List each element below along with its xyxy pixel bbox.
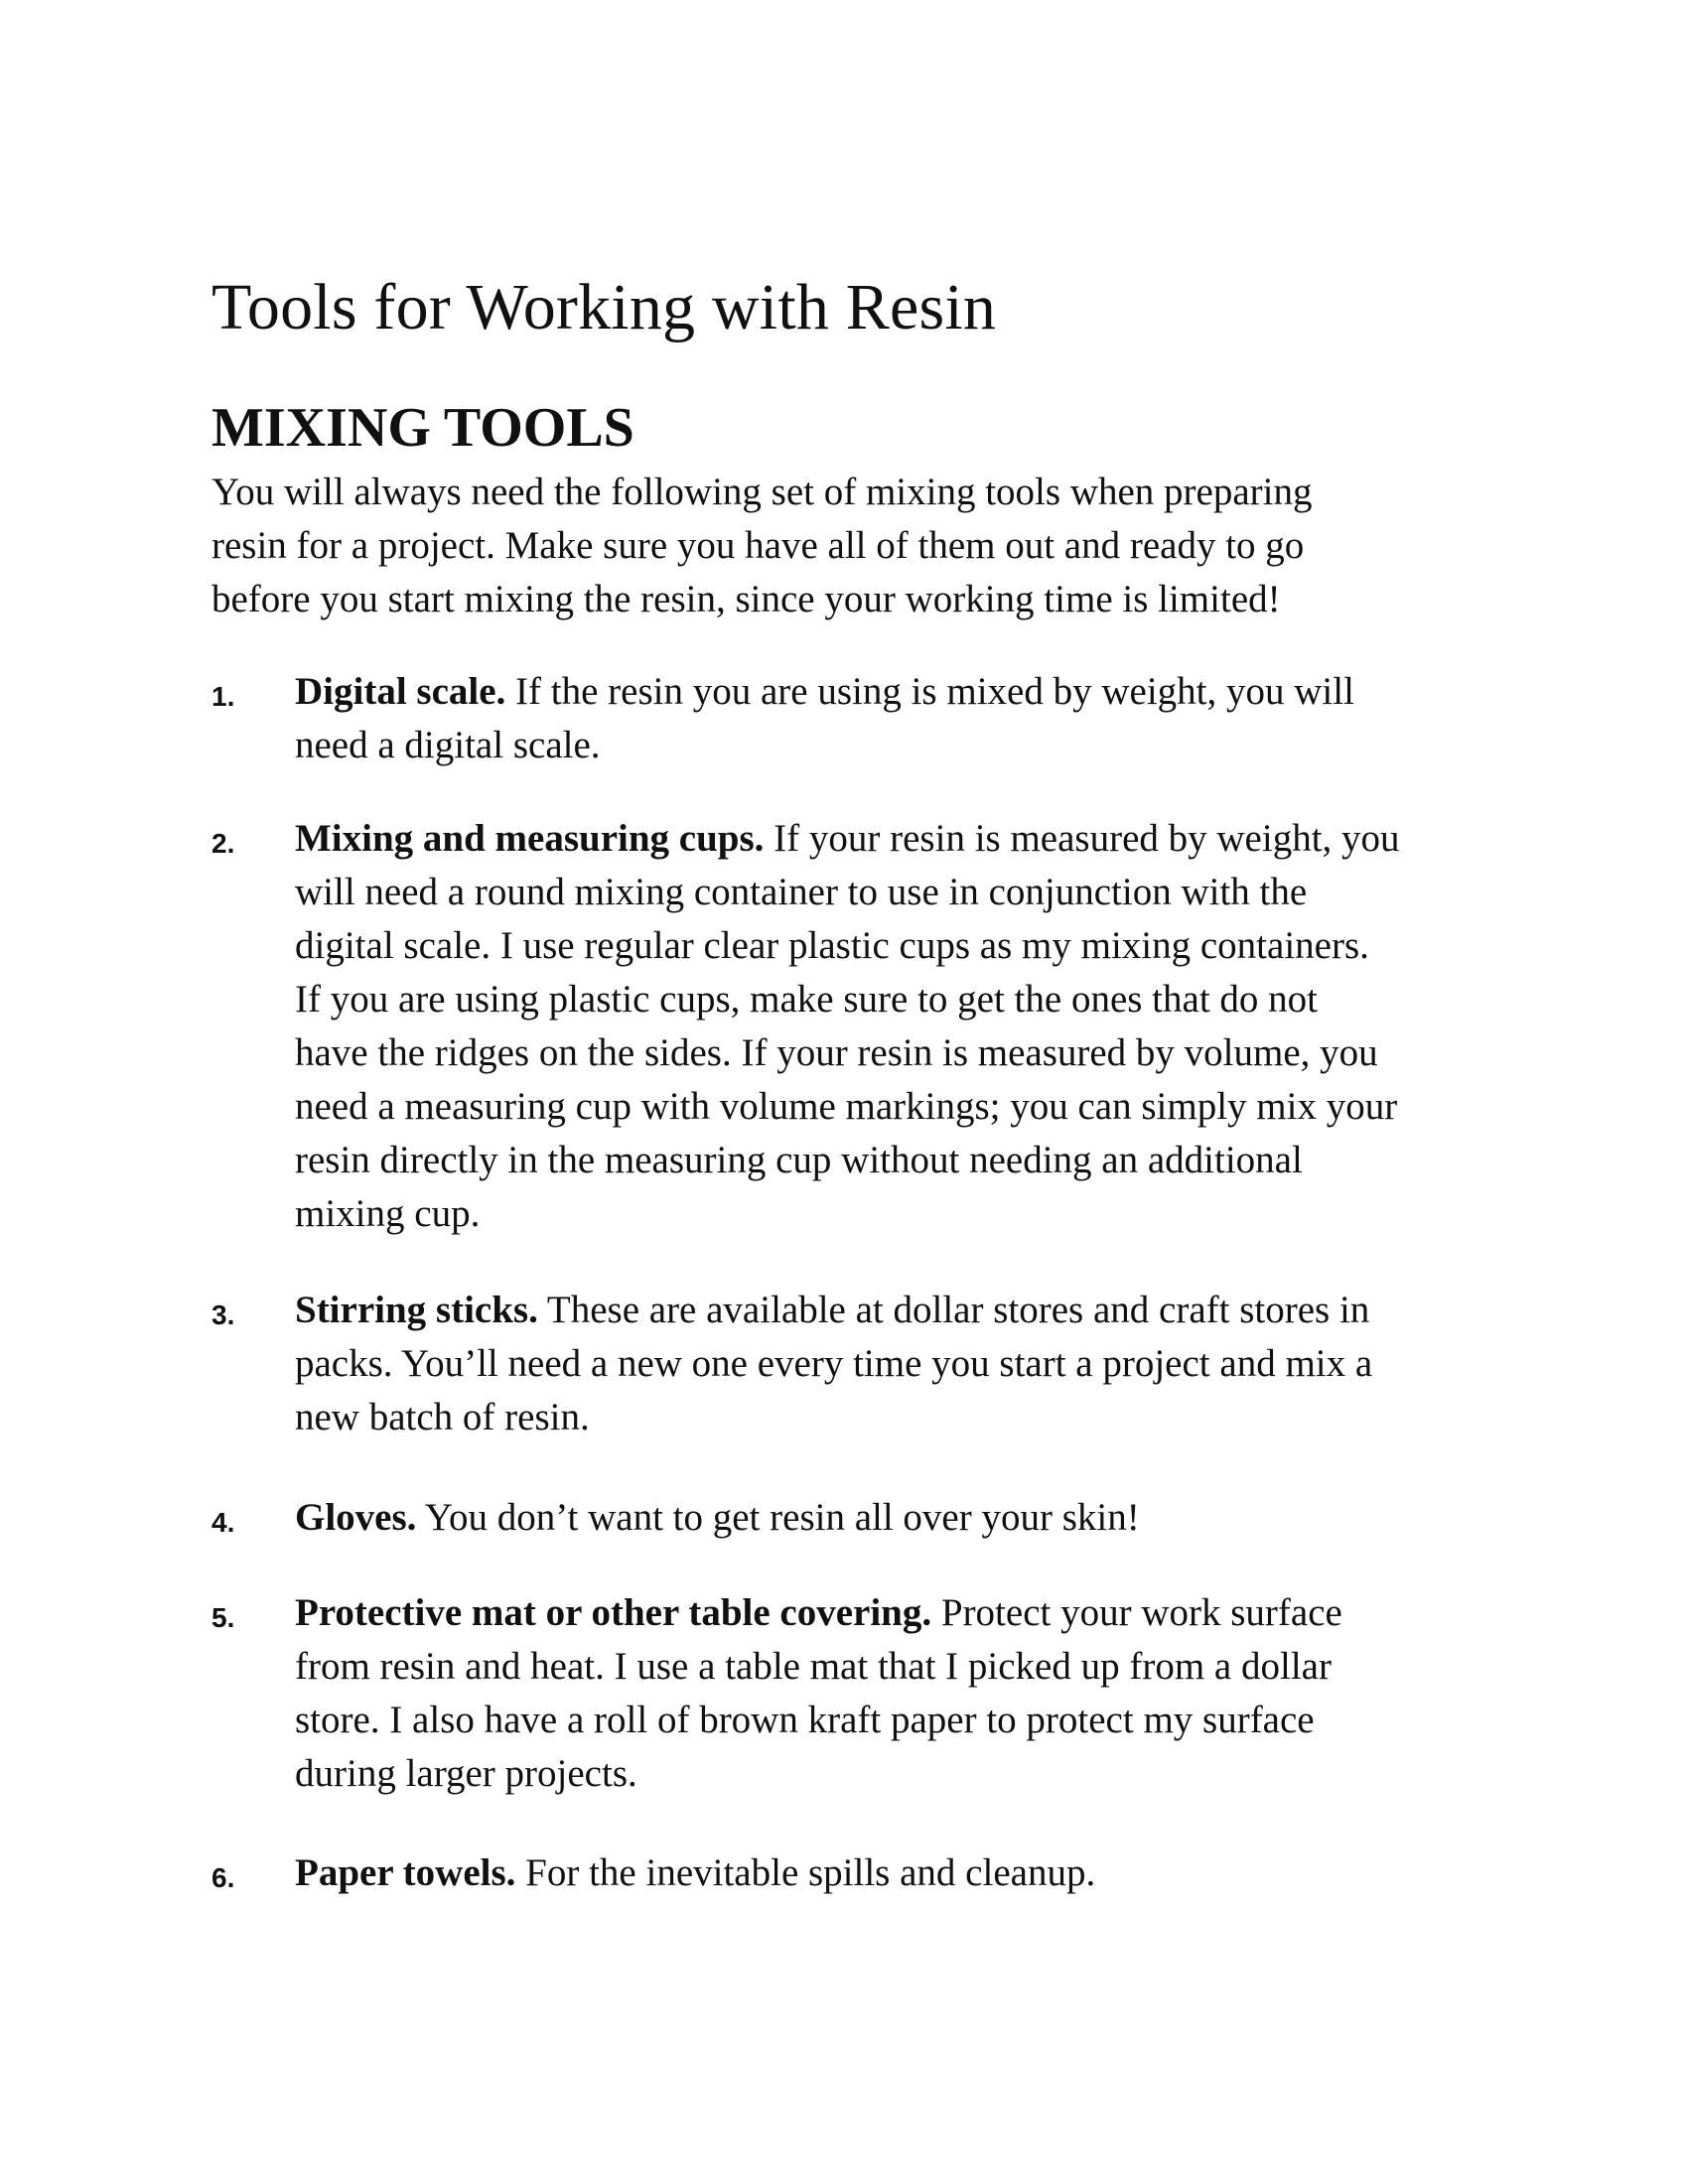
list-item-line: digital scale. I use regular clear plastic cups as my mixing containers.	[295, 924, 1369, 967]
list-item-name: Digital scale.	[295, 670, 506, 713]
list-item-line: resin directly in the measuring cup without needing an additional	[295, 1139, 1303, 1181]
list-item-text	[295, 1586, 1506, 1801]
list-item-name: Protective mat or other table covering.	[295, 1591, 932, 1634]
list-item-line	[295, 1491, 1506, 1545]
list-item-number: 6.	[211, 1862, 235, 1893]
list-item-description: You don’t want to get resin all over your skin!	[416, 1496, 1140, 1539]
list-item-text	[295, 812, 1506, 1241]
list-item-name: Paper towels.	[295, 1851, 516, 1894]
list-item-name: Mixing and measuring cups.	[295, 817, 765, 860]
intro-line: resin for a project. Make sure you have all of them out and ready to go	[211, 524, 1305, 567]
list-item-text	[295, 1846, 1506, 1900]
list-item-line: mixing cup.	[295, 1192, 481, 1235]
intro-line: before you start mixing the resin, since your working time is limited!	[211, 578, 1281, 620]
list-item-text	[295, 1284, 1506, 1444]
list-item-line: during larger projects.	[295, 1752, 637, 1795]
document-title: Tools for Working with Resin	[211, 271, 997, 343]
list-item-name: Stirring sticks.	[295, 1289, 538, 1331]
list-item-text	[295, 1491, 1506, 1545]
list-item-number: 1.	[211, 681, 235, 712]
list-item-line	[295, 1586, 1506, 1640]
list-item-line: new batch of resin.	[295, 1396, 590, 1438]
list-item-line: need a measuring cup with volume markings; you can simply mix your	[295, 1085, 1398, 1128]
list-item-line	[295, 812, 1506, 866]
list-item-line: have the ridges on the sides. If your resin is measured by volume, you	[295, 1031, 1378, 1074]
list-item-number: 4.	[211, 1507, 235, 1538]
list-item-line: will need a round mixing container to use in conjunction with the	[295, 871, 1308, 913]
list-item-line	[295, 1846, 1506, 1900]
list-item-description: For the inevitable spills and cleanup.	[515, 1851, 1096, 1894]
list-item-number: 5.	[211, 1602, 235, 1633]
list-item-line: need a digital scale.	[295, 724, 601, 766]
list-item-number: 3.	[211, 1299, 235, 1330]
list-item-name: Gloves.	[295, 1496, 417, 1539]
list-item-description: If your resin is measured by weight, you	[764, 817, 1400, 860]
list-item-line	[295, 1284, 1506, 1337]
section-heading: MIXING TOOLS	[211, 397, 634, 459]
list-item-line: store. I also have a roll of brown kraft paper to protect my surface	[295, 1699, 1315, 1741]
list-item-description: Protect your work surface	[931, 1591, 1342, 1634]
list-item-description: If the resin you are using is mixed by weight, you will	[505, 670, 1354, 713]
list-item-text	[295, 665, 1506, 772]
list-item-description: These are available at dollar stores and craft stores in	[537, 1289, 1370, 1331]
list-item-line: from resin and heat. I use a table mat that I picked up from a dollar	[295, 1645, 1332, 1688]
list-item-number: 2.	[211, 828, 235, 859]
list-item-line	[295, 665, 1506, 719]
list-item-line: If you are using plastic cups, make sure to get the ones that do not	[295, 978, 1318, 1021]
intro-line: You will always need the following set of mixing tools when preparing	[211, 471, 1313, 513]
list-item-line: packs. You’ll need a new one every time you start a project and mix a	[295, 1342, 1373, 1385]
intro-paragraph	[211, 466, 1453, 626]
